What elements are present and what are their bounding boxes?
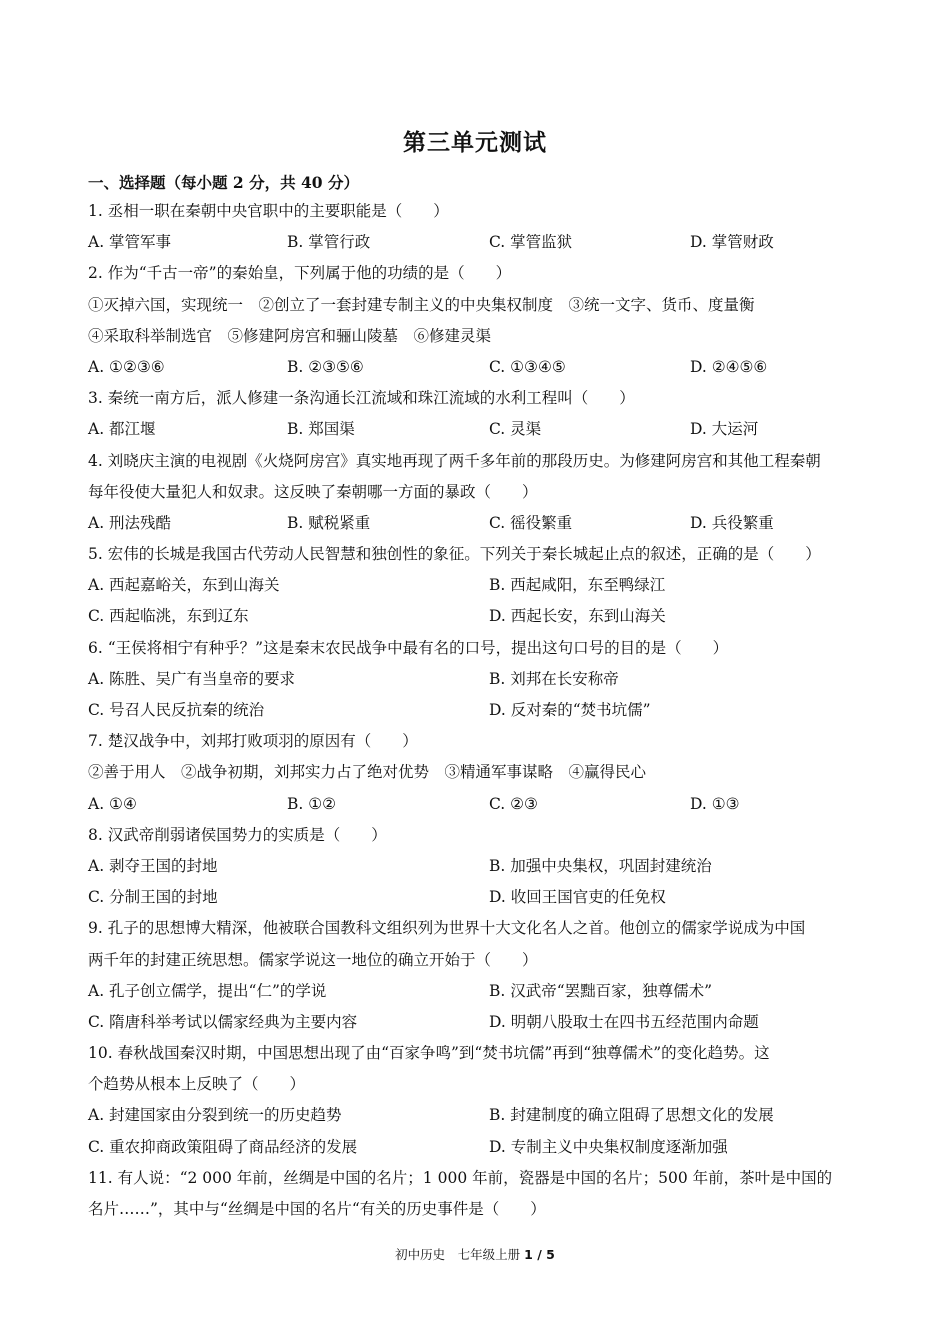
section-heading: 一、选择题（每小题 2 分，共 40 分） [88, 173, 359, 192]
question-stem-continued: 名片……”，其中与“丝绸是中国的名片“有关的历史事件是（ ） [88, 1200, 546, 1218]
question-stem: 10. 春秋战国秦汉时期，中国思想出现了由“百家争鸣”到“焚书坑儒”再到“独尊儒术”的变化趋势。这 [88, 1044, 770, 1063]
option-b: B. 掌管行政 [287, 233, 371, 252]
option-d: D. ①③ [690, 794, 740, 813]
option-c: C. 分制王国的封地 [88, 888, 218, 907]
option-d: D. 收回王国官吏的任免权 [489, 888, 666, 907]
question-statement: ①灭掉六国，实现统一 ②创立了一套封建专制主义的中央集权制度 ③统一文字、货币、度量衡 [88, 295, 755, 314]
option-c: C. 灵渠 [489, 420, 542, 439]
option-row [88, 601, 878, 632]
option-row [88, 789, 878, 820]
option-c: C. 重农抑商政策阻碍了商品经济的发展 [88, 1137, 358, 1156]
page-footer [0, 1245, 950, 1263]
option-a: A. 陈胜、吴广有当皇帝的要求 [88, 669, 296, 688]
page-number: 1 / 5 [524, 1247, 555, 1262]
question-list [88, 196, 878, 1225]
question-stem: 8. 汉武帝削弱诸侯国势力的实质是（ ） [88, 825, 387, 844]
option-a: A. 掌管军事 [88, 233, 172, 252]
option-row [88, 695, 878, 726]
question-stem: 6. “王侯将相宁有种乎？”这是秦末农民战争中最有名的口号，提出这句口号的目的是（ ） [88, 638, 729, 657]
question-stem-continued: 每年役使大量犯人和奴隶。这反映了秦朝哪一方面的暴政（ ） [88, 482, 538, 501]
question-statement: ②善于用人 ②战争初期，刘邦实力占了绝对优势 ③精通军事谋略 ④赢得民心 [88, 763, 647, 782]
option-b: B. 封建制度的确立阻碍了思想文化的发展 [489, 1106, 774, 1125]
question-statement: ④采取科举制选官 ⑤修建阿房宫和骊山陵墓 ⑥修建灵渠 [88, 326, 492, 345]
option-b: B. 郑国渠 [287, 420, 355, 439]
question-stem: 9. 孔子的思想博大精深，他被联合国教科文组织列为世界十大文化名人之首。他创立的儒家学说成为中国 [88, 919, 806, 938]
option-d: D. 明朝八股取士在四书五经范围内命题 [489, 1012, 759, 1031]
option-a: A. 都江堰 [88, 420, 156, 439]
option-c: C. 徭役繁重 [489, 513, 573, 532]
question-stem: 5. 宏伟的长城是我国古代劳动人民智慧和独创性的象征。下列关于秦长城起止点的叙述，正确的是（ ） [88, 545, 821, 564]
option-a: A. 剥夺王国的封地 [88, 856, 218, 875]
option-d: D. 兵役繁重 [690, 513, 774, 532]
question-stem-continued: 个趋势从根本上反映了（ ） [88, 1075, 306, 1094]
option-b: B. ②③⑤⑥ [287, 357, 364, 376]
option-c: C. 号召人民反抗秦的统治 [88, 701, 265, 719]
option-b: B. 刘邦在长安称帝 [489, 669, 619, 688]
option-d: D. 掌管财政 [690, 233, 774, 252]
option-d: D. 反对秦的“焚书坑儒” [489, 701, 651, 719]
option-b: B. ①② [287, 794, 337, 813]
question-stem: 3. 秦统一南方后，派人修建一条沟通长江流域和珠江流域的水利工程叫（ ） [88, 389, 635, 408]
option-b: B. 西起咸阳，东至鸭绿江 [489, 576, 666, 595]
option-row [88, 976, 878, 1007]
option-c: C. ②③ [489, 794, 538, 813]
question-stem: 1. 丞相一职在秦朝中央官职中的主要职能是（ ） [88, 202, 449, 220]
option-a: A. 孔子创立儒学，提出“仁”的学说 [88, 981, 327, 1000]
option-b: B. 汉武帝“罢黜百家，独尊儒术” [489, 981, 713, 1000]
option-c: C. 掌管监狱 [489, 233, 573, 252]
option-c: C. 隋唐科举考试以儒家经典为主要内容 [88, 1012, 358, 1031]
option-a: A. 刑法残酷 [88, 513, 172, 532]
option-a: A. ①②③⑥ [88, 357, 165, 376]
question-stem: 2. 作为“千古一帝”的秦始皇，下列属于他的功绩的是（ ） [88, 264, 512, 283]
option-b: B. 赋税紧重 [287, 513, 371, 532]
option-a: A. 封建国家由分裂到统一的历史趋势 [88, 1106, 342, 1125]
option-row [88, 1100, 878, 1131]
option-row [88, 1007, 878, 1038]
option-row [88, 570, 878, 601]
question-stem: 4. 刘晓庆主演的电视剧《火烧阿房宫》真实地再现了两千多年前的那段历史。为修建阿房宫和其他工程秦朝 [88, 451, 821, 470]
footer-text: 初中历史 七年级上册 [395, 1247, 525, 1262]
question-stem: 7. 楚汉战争中，刘邦打败项羽的原因有（ ） [88, 732, 418, 751]
page-title: 第三单元测试 [403, 129, 547, 156]
option-row [88, 851, 878, 882]
option-row [88, 1132, 878, 1163]
question-stem: 11. 有人说：“2 000 年前，丝绸是中国的名片；1 000 年前，瓷器是中国的名片；500 年前，茶叶是中国的 [88, 1168, 833, 1187]
question-stem-continued: 两千年的封建正统思想。儒家学说这一地位的确立开始于（ ） [88, 950, 538, 969]
option-d: D. ②④⑤⑥ [690, 357, 768, 376]
option-b: B. 加强中央集权，巩固封建统治 [489, 856, 712, 875]
option-row [88, 352, 878, 383]
option-row [88, 664, 878, 695]
option-row [88, 227, 878, 258]
option-a: A. 西起嘉峪关，东到山海关 [88, 576, 280, 595]
option-row [88, 882, 878, 913]
option-row [88, 508, 878, 539]
option-a: A. ①④ [88, 794, 137, 813]
option-d: D. 专制主义中央集权制度逐渐加强 [489, 1137, 728, 1156]
option-c: C. ①③④⑤ [489, 357, 566, 376]
option-row [88, 414, 878, 445]
option-d: D. 大运河 [690, 420, 759, 439]
option-c: C. 西起临洮，东到辽东 [88, 607, 249, 626]
option-d: D. 西起长安，东到山海关 [489, 607, 666, 626]
